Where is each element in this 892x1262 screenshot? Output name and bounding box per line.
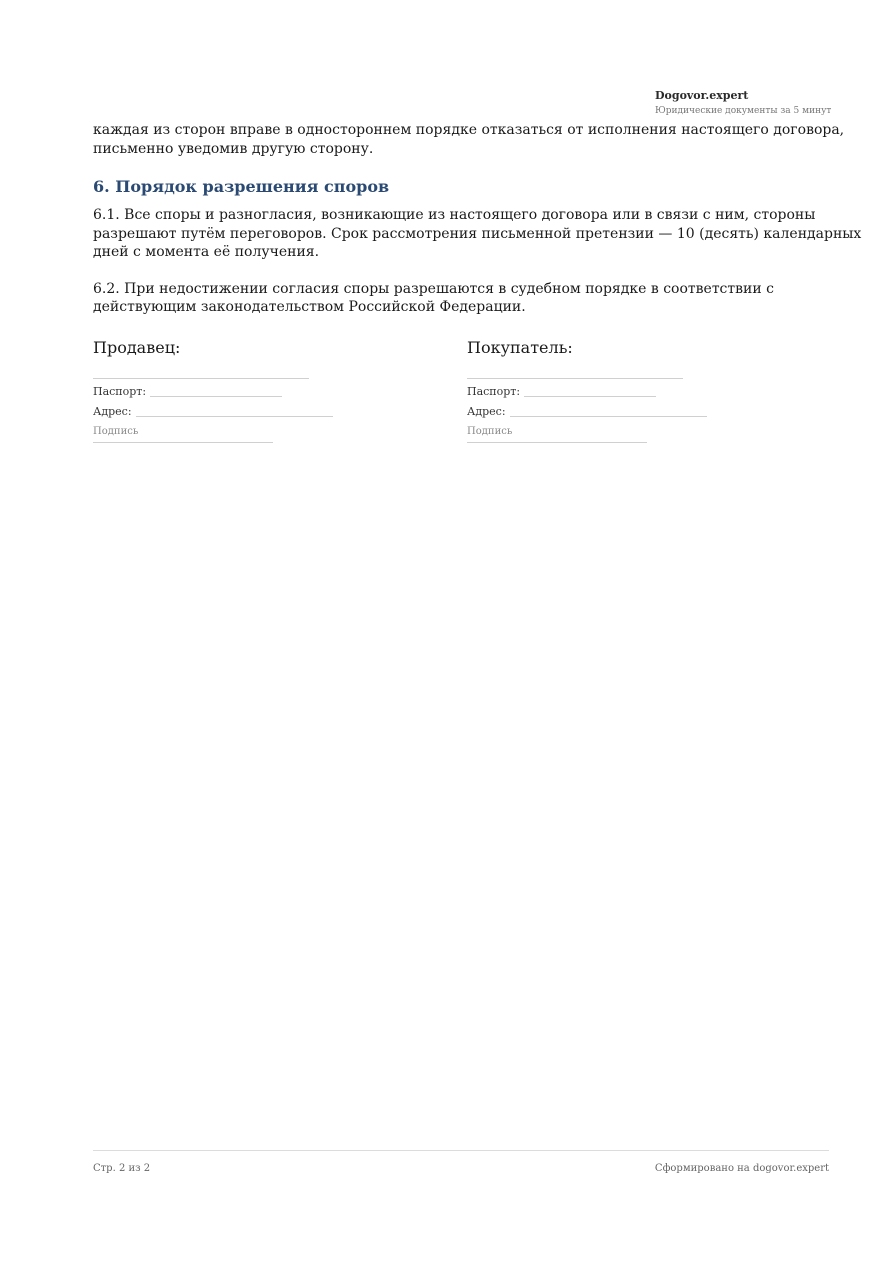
brand-tagline: Юридические документы за 5 минут <box>655 106 832 116</box>
seller-passport-label: Паспорт: <box>93 384 147 398</box>
seller-address-line <box>136 416 333 417</box>
page-number: Стр. 2 из 2 <box>93 1163 151 1174</box>
brand-name: Dogovor.expert <box>655 89 749 102</box>
buyer-name-line <box>467 378 683 379</box>
buyer-address-label: Адрес: <box>467 404 506 418</box>
seller-name-line <box>93 378 309 379</box>
seller-signature-line <box>93 442 273 443</box>
generated-note: Сформировано на dogovor.expert <box>654 1163 829 1174</box>
clause-6-1: 6.1. Все споры и разногласия, возникающие из настоящего договора или в связи с ним, стороны разрешают путём переговоров. Срок рассмотрения письменной претензии — 10 (десять) календарных дней с момента её получения. <box>93 207 862 260</box>
clause-6-2: 6.2. При недостижении согласия споры разрешаются в судебном порядке в соответствии с действующим законодательством Российской Федерации. <box>93 280 774 315</box>
buyer-title: Покупатель: <box>467 337 573 357</box>
section-title: 6. Порядок разрешения споров <box>93 177 390 196</box>
seller-passport-line <box>150 396 282 397</box>
buyer-address-line <box>510 416 707 417</box>
seller-passport-row <box>93 384 467 399</box>
continuation-paragraph: каждая из сторон вправе в одностороннем порядке отказаться от исполнения настоящего договора, письменно уведомив другую сторону. <box>93 122 845 157</box>
seller-title: Продавец: <box>93 337 181 357</box>
seller-signature-label: Подпись <box>93 425 139 437</box>
seller-block <box>93 337 467 443</box>
seller-address-row <box>93 404 467 419</box>
buyer-signature-label: Подпись <box>467 425 513 437</box>
buyer-signature-line <box>467 442 647 443</box>
buyer-passport-label: Паспорт: <box>467 384 521 398</box>
buyer-block <box>467 337 841 443</box>
buyer-passport-row <box>467 384 841 399</box>
page-footer <box>93 1150 829 1176</box>
buyer-passport-line <box>524 396 656 397</box>
signature-block <box>93 337 878 443</box>
seller-address-label: Адрес: <box>93 404 132 418</box>
buyer-address-row <box>467 404 841 419</box>
brand-header <box>655 88 855 118</box>
document-body <box>93 121 878 443</box>
